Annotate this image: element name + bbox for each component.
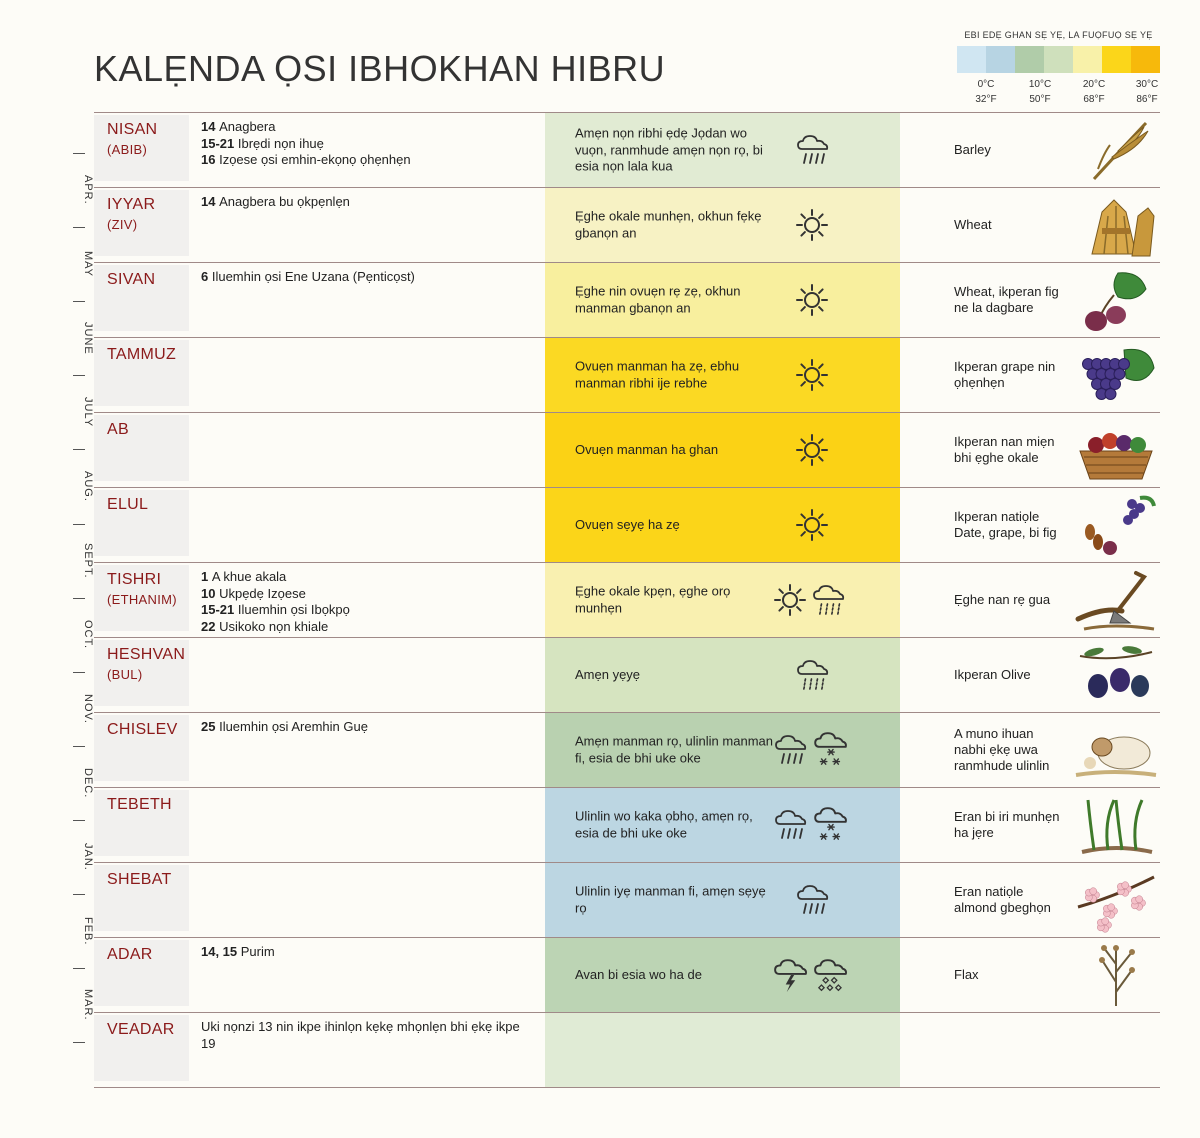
festival-item — [201, 136, 531, 153]
crop-illustration — [1074, 192, 1158, 258]
temperature-legend — [957, 30, 1160, 105]
legend-tick-label — [966, 77, 1006, 107]
gregorian-month-label: SEPT. — [82, 542, 94, 579]
month-row — [94, 262, 1160, 337]
crop-description: Ẹghe nan rẹ gua — [954, 592, 1051, 607]
crop-description: Ikperan Olive — [954, 667, 1031, 682]
festival-day: 10 — [201, 585, 220, 601]
gregorian-month-label: DEC. — [82, 767, 94, 798]
crop-illustration — [1074, 942, 1158, 1008]
legend-swatch — [1044, 46, 1073, 73]
crop-description: Ikperan natiọle Date, grape, bi fig — [954, 509, 1057, 540]
gregorian-tick — [73, 153, 85, 154]
weather-cell — [545, 788, 900, 862]
legend-swatch — [1073, 46, 1102, 73]
weather-description: Ẹghe okale munhẹn, okhun fẹkẹ gbanọn an — [575, 208, 762, 240]
gregorian-month-label: AUG. — [82, 470, 94, 502]
weather-cell — [545, 863, 900, 937]
crop-description: Ikperan nan miẹn bhi ẹghe okale — [954, 434, 1055, 465]
festival-list — [201, 944, 531, 961]
drizzle-icon — [811, 583, 847, 617]
crop-description: Barley — [954, 142, 991, 157]
festival-day: 14 — [201, 119, 220, 134]
hebrew-month-name: SIVAN — [107, 271, 156, 288]
weather-cell — [545, 713, 900, 787]
festival-name: Izọese ọsi emhin-ekọnọ ọhẹnhẹn — [219, 152, 411, 167]
festival-name: Iluemhin ọsi Aremhin Guẹ — [219, 719, 368, 734]
festival-item — [201, 569, 531, 586]
weather-icons — [773, 953, 849, 997]
month-row — [94, 412, 1160, 487]
festival-list — [201, 569, 531, 635]
crop-description: Eran bi iri munhẹn ha jẹre — [954, 809, 1060, 840]
gregorian-tick — [73, 746, 85, 747]
fruit-basket-icon — [1074, 417, 1158, 483]
rain-icon — [773, 733, 809, 767]
fig-icon — [1074, 267, 1158, 333]
gregorian-tick — [73, 227, 85, 228]
gregorian-month-label: OCT. — [82, 620, 94, 650]
festival-item — [201, 602, 531, 619]
weather-description: Ovuẹn manman ha zẹ, ebhu manman ribhi ije rebhe — [575, 358, 740, 390]
hebrew-month-cell — [94, 940, 189, 1006]
weather-description: Ẹghe okale kpẹn, ẹghe orọ munhẹn — [575, 583, 731, 615]
festival-day: 14, 15 — [201, 944, 241, 959]
festival-list — [201, 194, 531, 211]
festival-item — [201, 194, 531, 211]
festival-day: 1 — [201, 569, 212, 584]
festival-name: A khue akala — [211, 569, 287, 584]
month-row — [94, 337, 1160, 412]
sun-icon — [795, 508, 829, 542]
weather-cell — [545, 113, 900, 187]
hebrew-month-cell — [94, 565, 189, 631]
weather-icons — [795, 353, 829, 397]
hebrew-month-cell — [94, 415, 189, 481]
barley-icon — [1074, 117, 1158, 183]
weather-description: Ulinlin iyẹ manman fi, amẹn sẹyẹ rọ — [575, 883, 766, 915]
festival-list — [201, 119, 531, 169]
festival-item — [201, 586, 531, 603]
olive-icon — [1074, 642, 1158, 708]
gregorian-tick — [73, 375, 85, 376]
legend-color-bar — [957, 46, 1160, 73]
hebrew-month-cell — [94, 490, 189, 556]
crop-description: Ikperan grape nin ọhẹnhẹn — [954, 359, 1056, 390]
festival-item — [201, 1019, 531, 1052]
weather-icons — [773, 728, 849, 772]
festival-name: Ukpẹdẹ Izọese — [219, 585, 306, 601]
gregorian-month-label: MAY — [82, 251, 94, 278]
legend-tick-fahrenheit: 50°F — [1029, 94, 1051, 105]
month-row — [94, 487, 1160, 562]
weather-cell — [545, 563, 900, 637]
hebrew-month-name: TISHRI — [107, 571, 162, 588]
sun-icon — [795, 433, 829, 467]
weather-cell — [545, 188, 900, 262]
festival-item — [201, 152, 531, 169]
snow-icon — [813, 805, 849, 845]
crop-illustration — [1074, 492, 1158, 558]
grapes-icon — [1074, 342, 1158, 408]
legend-tick-celsius: 30°C — [1135, 79, 1159, 90]
hebrew-month-alt-name: (ZIV) — [107, 217, 138, 232]
legend-tick-celsius: 0°C — [977, 79, 995, 90]
crop-description: Flax — [954, 967, 979, 982]
festival-day: 6 — [201, 269, 212, 284]
hebrew-month-name: TEBETH — [107, 796, 172, 813]
hebrew-month-cell — [94, 190, 189, 256]
legend-tick-celsius: 20°C — [1082, 79, 1106, 90]
crop-illustration — [1074, 267, 1158, 333]
hebrew-month-name: HESHVAN — [107, 646, 186, 663]
gregorian-tick — [73, 598, 85, 599]
crop-illustration — [1074, 342, 1158, 408]
weather-icons — [773, 803, 849, 847]
page-title: KALẸNDA ỌSI IBHOKHAN HIBRU — [94, 48, 666, 89]
hebrew-month-alt-name: (ETHANIM) — [107, 592, 177, 607]
weather-icons — [795, 653, 831, 697]
hebrew-month-cell — [94, 790, 189, 856]
crop-illustration — [1074, 867, 1158, 933]
month-row — [94, 187, 1160, 262]
weather-cell — [545, 338, 900, 412]
snow-icon — [813, 730, 849, 770]
festival-list — [201, 269, 531, 286]
festival-name: Anagbera bu ọkpẹnlẹn — [219, 194, 350, 209]
festival-item — [201, 619, 531, 636]
legend-tick-fahrenheit: 86°F — [1136, 94, 1158, 105]
hebrew-month-cell — [94, 715, 189, 781]
plow-icon — [1074, 567, 1158, 633]
hebrew-month-alt-name: (BUL) — [107, 667, 143, 682]
crop-description: Wheat, ikperan fig ne la dagbare — [954, 284, 1059, 315]
festival-list — [201, 719, 531, 736]
weather-description: Ẹghe nin ovuẹn rẹ zẹ, okhun manman gbanọn an — [575, 283, 741, 315]
rain-icon — [773, 808, 809, 842]
festival-name: Ibrẹdi nọn ihuẹ — [237, 135, 324, 151]
festival-day: 14 — [201, 194, 220, 209]
festival-name: Usikoko nọn khiale — [219, 618, 329, 634]
hebrew-month-cell — [94, 265, 189, 331]
festival-name: Iluemhin ọsi Ibọkpọ — [237, 602, 350, 617]
gregorian-month-axis — [64, 112, 94, 1080]
hebrew-month-name: NISAN — [107, 121, 158, 138]
sun-icon — [773, 583, 807, 617]
gregorian-month-label: MAR. — [82, 989, 94, 1021]
sun-icon — [795, 358, 829, 392]
weather-cell — [545, 263, 900, 337]
gregorian-month-label: FEB. — [82, 916, 94, 946]
weather-icons — [795, 278, 829, 322]
gregorian-tick — [73, 968, 85, 969]
legend-ticks — [957, 73, 1160, 105]
month-row — [94, 1012, 1160, 1088]
hebrew-month-name: TAMMUZ — [107, 346, 177, 363]
weather-description: Amẹn manman rọ, ulinlin manman fi, esia de bhi uke oke — [575, 733, 773, 765]
legend-swatch — [986, 46, 1015, 73]
weather-cell — [545, 413, 900, 487]
crop-illustration — [1074, 117, 1158, 183]
crop-illustration — [1074, 792, 1158, 858]
hebrew-month-name: AB — [107, 421, 129, 438]
festival-name: Purim — [240, 944, 275, 959]
festival-day: 16 — [201, 152, 220, 167]
wheat-sheaf-icon — [1074, 192, 1158, 258]
calendar-table — [94, 112, 1160, 1088]
month-row — [94, 787, 1160, 862]
gregorian-tick — [73, 1042, 85, 1043]
festival-day: 22 — [201, 618, 220, 634]
weather-description: Avan bi esia wo ha de — [575, 966, 702, 982]
weather-cell — [545, 1013, 900, 1087]
weather-icons — [795, 878, 831, 922]
sprouts-icon — [1074, 792, 1158, 858]
weather-icons — [795, 503, 829, 547]
hebrew-month-name: VEADAR — [107, 1021, 175, 1038]
festival-item — [201, 269, 531, 286]
legend-tick-fahrenheit: 32°F — [975, 94, 997, 105]
weather-cell — [545, 638, 900, 712]
gregorian-tick — [73, 820, 85, 821]
gregorian-month-label: JAN. — [82, 843, 94, 871]
festival-day: 15-21 — [201, 135, 238, 151]
month-row — [94, 637, 1160, 712]
festival-list — [201, 1019, 531, 1052]
weather-description: Ovuẹn manman ha ghan — [575, 441, 719, 457]
festival-day: 25 — [201, 719, 220, 734]
gregorian-month-label: JUNE — [82, 321, 94, 355]
festival-name: Uki nọnzi 13 nin ikpe ihinlọn kẹkẹ mhọnlẹn bhi ẹkẹ ikpe 19 — [201, 1019, 520, 1051]
gregorian-tick — [73, 524, 85, 525]
festival-item — [201, 119, 531, 136]
almond-blossom-icon — [1074, 867, 1158, 933]
rain-icon — [795, 883, 831, 917]
month-row — [94, 112, 1160, 187]
hebrew-month-name: IYYAR — [107, 196, 156, 213]
weather-icons — [773, 578, 847, 622]
legend-tick-label — [1020, 77, 1060, 107]
legend-tick-label — [1127, 77, 1167, 107]
legend-tick-fahrenheit: 68°F — [1083, 94, 1105, 105]
sun-icon — [795, 283, 829, 317]
hebrew-month-cell — [94, 340, 189, 406]
gregorian-month-label: APR. — [82, 175, 94, 205]
flax-icon — [1074, 942, 1158, 1008]
month-row — [94, 712, 1160, 787]
hebrew-month-name: SHEBAT — [107, 871, 172, 888]
hebrew-month-cell — [94, 640, 189, 706]
festival-item — [201, 944, 531, 961]
gregorian-tick — [73, 301, 85, 302]
hebrew-month-name: ADAR — [107, 946, 153, 963]
weather-cell — [545, 938, 900, 1012]
legend-swatch — [957, 46, 986, 73]
crop-illustration — [1074, 567, 1158, 633]
crop-description: Wheat — [954, 217, 992, 232]
crop-description: Eran natiọle almond gbeghọn — [954, 884, 1051, 915]
weather-description: Amẹn nọn ribhi ẹdẹ Jọdan wo vuọn, ranmhude amẹn nọn rọ, bi esia nọn lala kua — [575, 125, 763, 174]
month-row — [94, 562, 1160, 637]
legend-tick-label — [1074, 77, 1114, 107]
hebrew-month-cell — [94, 1015, 189, 1081]
drizzle-icon — [795, 658, 831, 692]
hebrew-month-cell — [94, 865, 189, 931]
weather-description: Ulinlin wo kaka ọbhọ, amẹn rọ, esia de bhi uke oke — [575, 808, 753, 840]
sheep-icon — [1074, 717, 1158, 783]
month-row — [94, 862, 1160, 937]
crop-description: A muno ihuan nabhi ẹkẹ uwa ranmhude ulinlin — [954, 726, 1050, 773]
gregorian-tick — [73, 449, 85, 450]
weather-icons — [795, 128, 831, 172]
gregorian-tick — [73, 894, 85, 895]
legend-swatch — [1102, 46, 1131, 73]
lightning-icon — [773, 957, 809, 993]
gregorian-tick — [73, 672, 85, 673]
crop-illustration — [1074, 642, 1158, 708]
rain-icon — [795, 133, 831, 167]
weather-description: Amẹn yẹyẹ — [575, 666, 641, 682]
festival-day: 15-21 — [201, 602, 238, 617]
crop-illustration — [1074, 717, 1158, 783]
hebrew-month-name: ELUL — [107, 496, 149, 513]
festival-name: Anagbera — [219, 119, 276, 134]
festival-item — [201, 719, 531, 736]
weather-icons — [795, 428, 829, 472]
hebrew-month-name: CHISLEV — [107, 721, 178, 738]
sun-icon — [795, 208, 829, 242]
legend-label: EBI EDẸ GHAN SẸ YẸ, LA FUỌFUỌ SẸ YẸ — [964, 30, 1153, 40]
crop-illustration — [1074, 417, 1158, 483]
weather-description: Ovuẹn sẹyẹ ha zẹ — [575, 516, 680, 532]
festival-name: Iluemhin ọsi Ene Uzana (Pẹnticọst) — [211, 269, 415, 284]
hebrew-month-cell — [94, 115, 189, 181]
weather-icons — [795, 203, 829, 247]
dates-grapes-icon — [1074, 492, 1158, 558]
hail-icon — [813, 957, 849, 993]
legend-swatch — [1131, 46, 1160, 73]
gregorian-month-label: NOV. — [82, 693, 94, 724]
gregorian-month-label: JULY — [82, 397, 94, 428]
month-row — [94, 937, 1160, 1012]
legend-swatch — [1015, 46, 1044, 73]
weather-cell — [545, 488, 900, 562]
legend-tick-celsius: 10°C — [1028, 79, 1052, 90]
hebrew-month-alt-name: (ABIB) — [107, 142, 148, 157]
